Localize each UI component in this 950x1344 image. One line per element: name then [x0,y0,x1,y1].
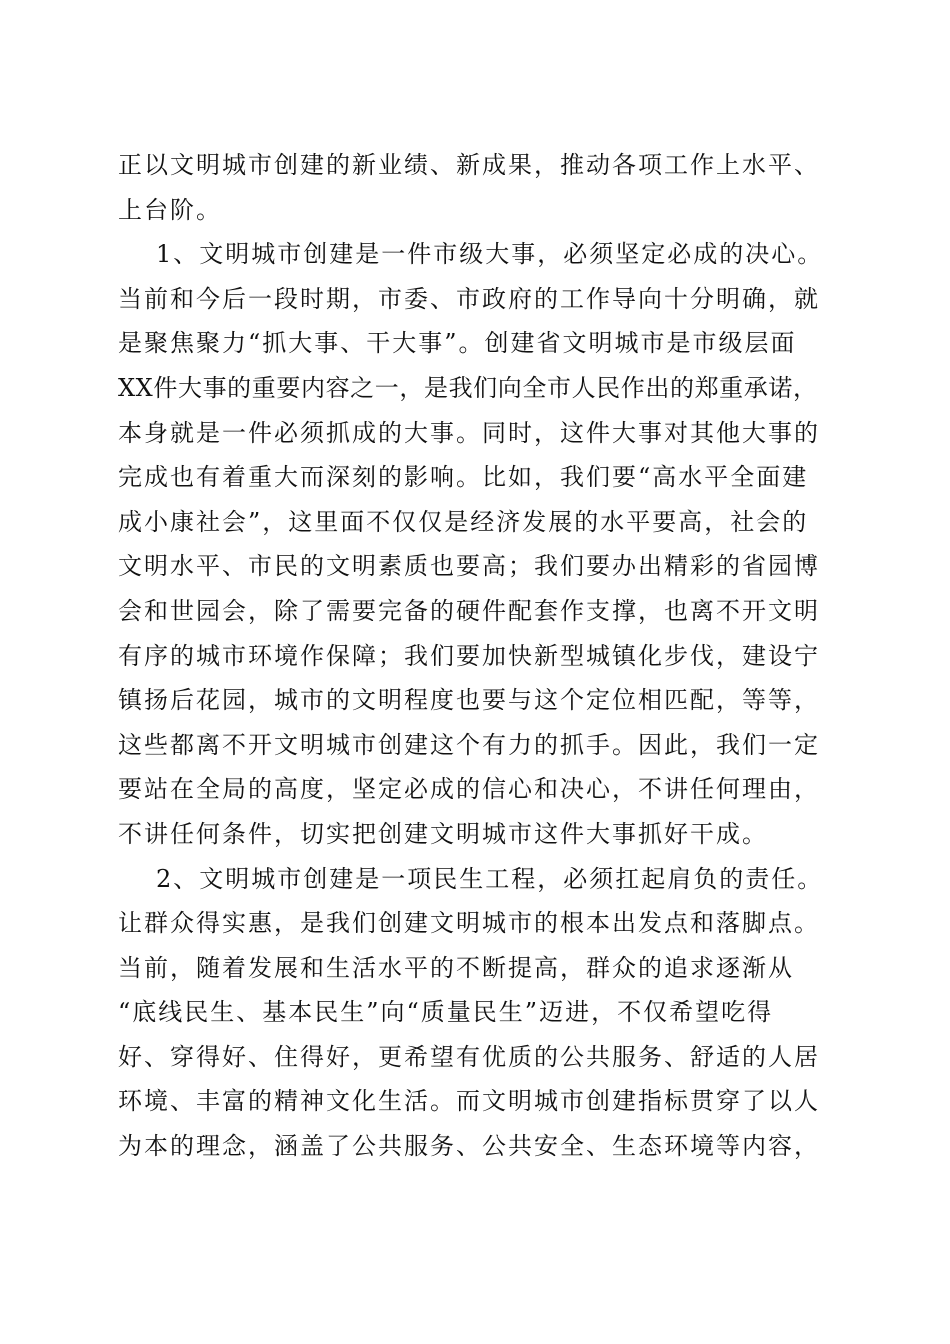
text-line: 文明水平、市民的文明素质也要高；我们要办出精彩的省园博 [118,552,820,581]
text-line: 本身就是一件必须抓成的大事。同时，这件大事对其他大事的 [118,418,820,447]
section-heading-1: 1、文明城市创建是一件市级大事，必须坚定必成的决心。 [156,240,824,269]
text-line: 环境、丰富的精神文化生活。而文明城市创建指标贯穿了以人 [118,1087,820,1116]
section-heading-2: 2、文明城市创建是一项民生工程，必须扛起肩负的责任。 [156,864,824,893]
text-line: 好、穿得好、住得好，更希望有优质的公共服务、舒适的人居 [118,1042,820,1071]
text-line: 不讲任何条件，切实把创建文明城市这件大事抓好干成。 [118,819,768,848]
text-line: 上台阶。 [118,195,222,224]
text-line: 要站在全局的高度，坚定必成的信心和决心，不讲任何理由， [118,775,820,804]
text-line: 为本的理念，涵盖了公共服务、公共安全、生态环境等内容， [118,1132,820,1161]
text-line: 有序的城市环境作保障；我们要加快新型城镇化步伐，建设宁 [118,641,820,670]
text-line: 让群众得实惠，是我们创建文明城市的根本出发点和落脚点。 [118,909,820,938]
text-line: “底线民生、基本民生”向“质量民生”迈进，不仅希望吃得 [118,998,774,1027]
text-line: 正以文明城市创建的新业绩、新成果，推动各项工作上水平、 [118,151,820,179]
text-line: 这些都离不开文明城市创建这个有力的抓手。因此，我们一定 [118,730,820,759]
text-line: 镇扬后花园，城市的文明程度也要与这个定位相匹配，等等， [118,686,820,715]
text-line: 完成也有着重大而深刻的影响。比如，我们要“高水平全面建 [118,463,809,492]
text-line: 当前，随着发展和生活水平的不断提高，群众的追求逐渐从 [118,953,794,982]
body-text [118,143,840,1169]
text-line: 当前和今后一段时期，市委、市政府的工作导向十分明确，就 [118,284,820,313]
text-line: XX件大事的重要内容之一，是我们向全市人民作出的郑重承诺， [118,373,818,402]
text-line: 成小康社会”，这里面不仅仅是经济发展的水平要高，社会的 [118,507,809,536]
text-line: 会和世园会，除了需要完备的硬件配套作支撑，也离不开文明 [118,596,820,625]
text-line: 是聚焦聚力“抓大事、干大事”。创建省文明城市是市级层面 [118,329,797,358]
